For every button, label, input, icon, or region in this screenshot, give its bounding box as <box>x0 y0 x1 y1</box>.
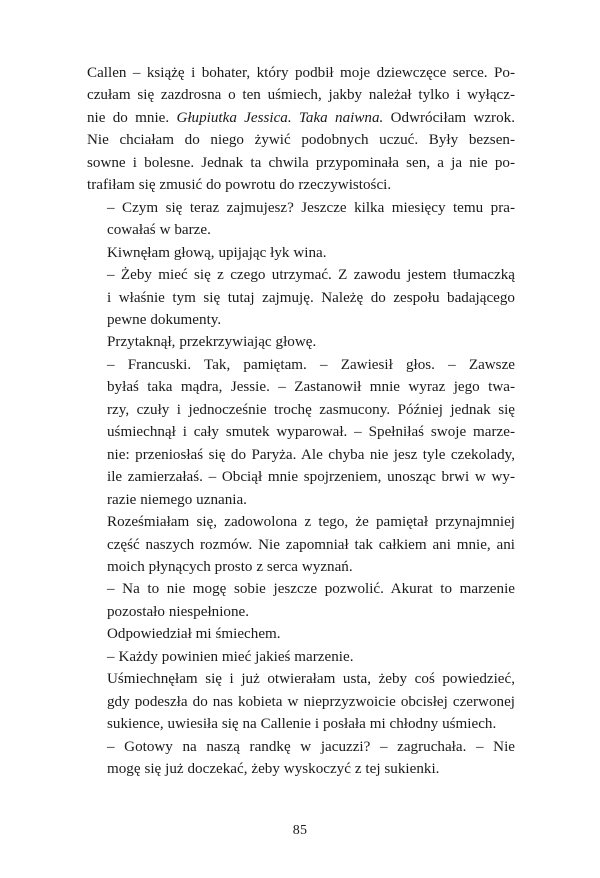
text-line: Kiwnęłam głową, upijając łyk wina. <box>107 244 327 261</box>
paragraph-5 <box>87 331 515 353</box>
text-line: razie niemego uznania. <box>107 491 247 508</box>
text-line: uśmiechnął i cały smutek wyparował. – Spełniłaś swoje marze- <box>107 424 515 441</box>
text-line: pewne dokumenty. <box>107 311 222 328</box>
text-line: cowałaś w barze. <box>107 222 211 239</box>
text-line: sukience, uwiesiła się na Callenie i posłała mi chłodny uśmiech. <box>107 716 497 733</box>
paragraph-7 <box>87 511 515 578</box>
text-line: sowne i bolesne. Jednak ta chwila przypominała sen, a ja nie po- <box>87 154 515 171</box>
text-line: Callen – książę i bohater, który podbił moje dziewczęce serce. Po- <box>87 65 515 81</box>
text-line: – Każdy powinien mieć jakieś marzenie. <box>107 648 354 665</box>
text-line: trafiłam się zmusić do powrotu do rzeczywistości. <box>87 177 392 194</box>
paragraph-2 <box>87 197 515 242</box>
line-suffix: Odwróciłam wzrok. <box>383 109 515 126</box>
paragraph-12 <box>87 736 515 781</box>
italic-phrase: Głupiutka Jessica. Taka naiwna. <box>176 109 384 126</box>
text-line: Nie chciałam do niego żywić podobnych uczuć. Były bezsen- <box>87 132 515 149</box>
text-line: – Żeby mieć się z czego utrzymać. Z zawodu jestem tłumaczką <box>107 267 515 284</box>
text-line: mogę się już doczekać, żeby wyskoczyć z tej sukienki. <box>107 761 440 778</box>
paragraph-11 <box>87 668 515 735</box>
paragraph-1 <box>87 62 515 197</box>
body-text-column <box>87 62 515 781</box>
paragraph-3 <box>87 242 515 264</box>
text-line: rzy, czuły i jednocześnie trochę zasmucony. Później jednak się <box>107 401 515 418</box>
paragraph-9 <box>87 623 515 645</box>
text-line: moich płynących prosto z serca wyznań. <box>107 558 353 575</box>
text-line: i właśnie tym się tutaj zajmuję. Należę do zespołu badającego <box>107 289 515 306</box>
page-number: 85 <box>292 823 308 838</box>
text-line: ile zamierzałaś. – Obciął mnie spojrzeniem, unosząc brwi w wy- <box>107 469 515 486</box>
text-line: gdy podeszła do nas kobieta w nieprzyzwoicie obcisłej czerwonej <box>107 693 515 710</box>
paragraph-6 <box>87 354 515 511</box>
text-line: nie: przeniosłaś się do Paryża. Ale chyba nie jesz tyle czekolady, <box>107 446 515 463</box>
line-prefix: nie do mnie. <box>87 109 177 126</box>
paragraph-8 <box>87 578 515 623</box>
text-line: Przytaknął, przekrzywiając głowę. <box>107 334 317 351</box>
text-line: czułam się zazdrosna o ten uśmiech, jakby należał tylko i wyłącz- <box>87 87 515 104</box>
text-line: byłaś taka mądra, Jessie. – Zastanowił mnie wyraz jego twa- <box>107 379 515 396</box>
paragraph-10 <box>87 646 515 668</box>
text-line: – Gotowy na naszą randkę w jacuzzi? – zagruchała. – Nie <box>107 738 515 755</box>
text-line: – Czym się teraz zajmujesz? Jeszcze kilka miesięcy temu pra- <box>107 199 515 216</box>
text-line: pozostało niespełnione. <box>107 603 250 620</box>
text-line-with-italic <box>87 107 515 129</box>
text-line: Roześmiałam się, zadowolona z tego, że pamiętał przynajmniej <box>107 514 515 531</box>
text-line: Odpowiedział mi śmiechem. <box>107 626 281 643</box>
text-line: część naszych rozmów. Nie zapomniał tak całkiem ani mnie, ani <box>107 536 515 553</box>
text-line: – Francuski. Tak, pamiętam. – Zawiesił głos. – Zawsze <box>107 356 515 373</box>
text-line: – Na to nie mogę sobie jeszcze pozwolić. Akurat to marzenie <box>107 581 515 598</box>
text-line: Uśmiechnęłam się i już otwierałam usta, żeby coś powiedzieć, <box>107 671 515 688</box>
paragraph-4 <box>87 264 515 331</box>
